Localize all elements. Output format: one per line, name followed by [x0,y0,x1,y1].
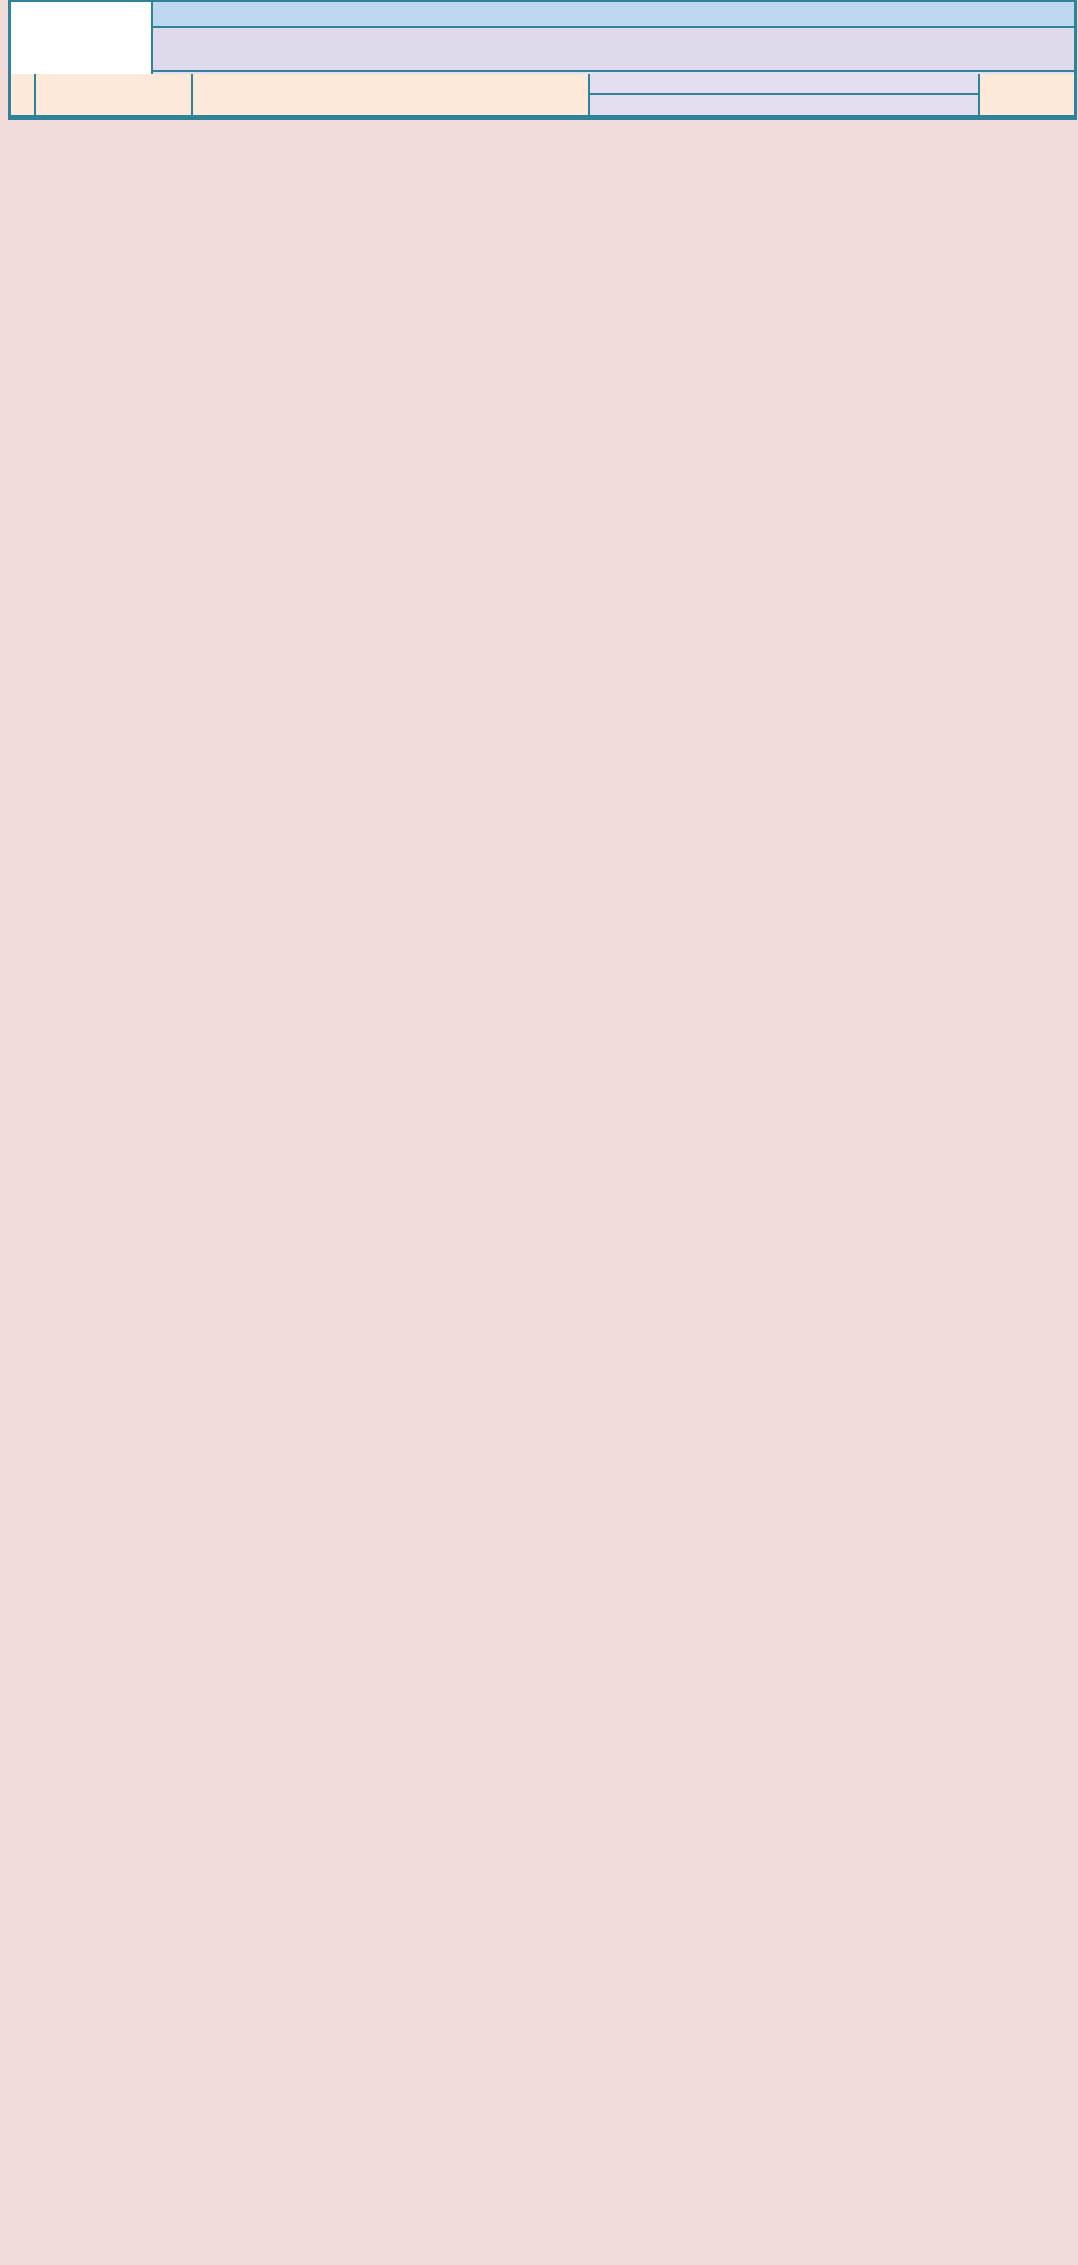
ketqua-logo [11,2,153,74]
member-column-header [36,74,193,115]
dan-column-header [193,74,590,115]
kq-value-row [590,95,978,115]
total-column-header [978,74,1074,115]
page-title [153,2,1074,28]
column-headers [11,74,1074,117]
table-header-top [11,2,1074,74]
day-header-row [590,74,978,95]
tt-column-header [11,74,36,115]
stats-table [8,0,1077,120]
month-title [153,28,1074,72]
header-right [153,2,1074,74]
day-columns-block [590,74,978,115]
